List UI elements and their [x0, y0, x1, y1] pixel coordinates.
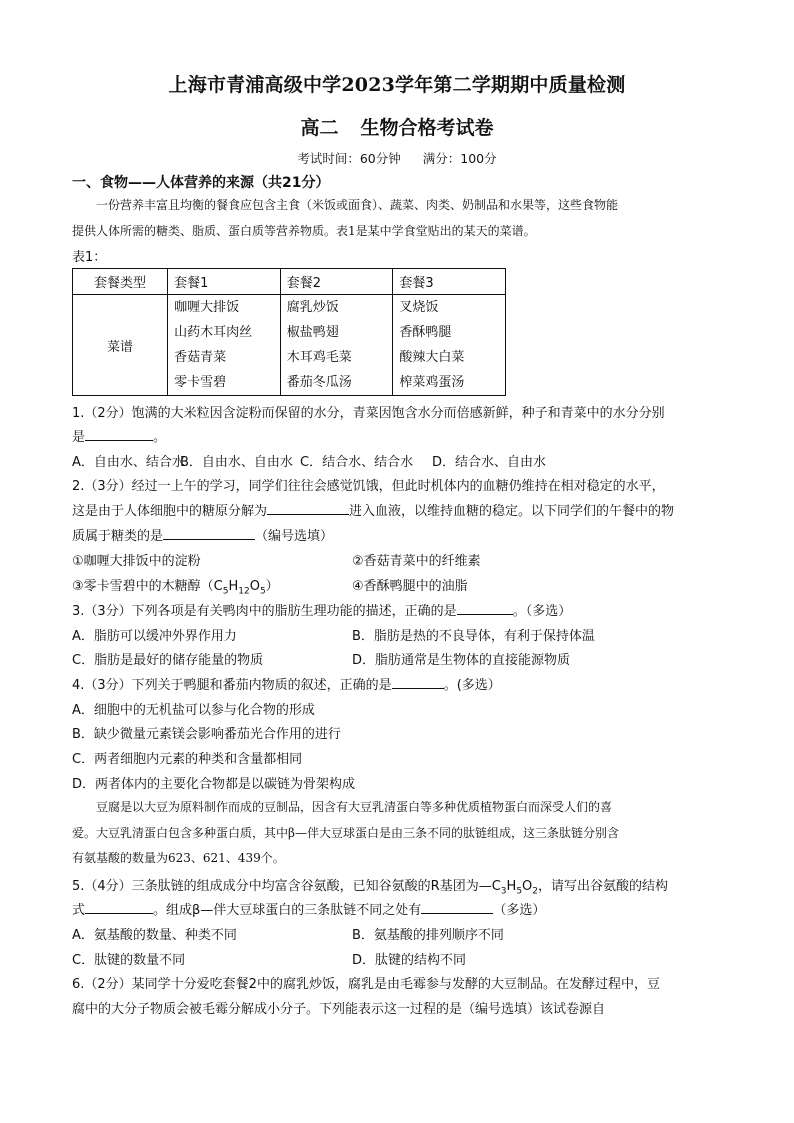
- q2-text: （编号选填）: [255, 529, 334, 544]
- answer-blank[interactable]: [85, 899, 153, 914]
- option-c[interactable]: C．脂肪是最好的储存能量的物质: [72, 653, 264, 668]
- q6-stem-line-2: 腐中的大分子物质会被毛霉分解成小分子。下列能表示这一过程的是（编号选填）该试卷源自: [72, 1002, 606, 1017]
- table-header-cell: 套餐1: [168, 269, 281, 295]
- q5-text: 式: [72, 903, 86, 918]
- formula-text: H: [228, 579, 239, 594]
- exam-title: 上海市青浦高级中学2023学年第二学期期中质量检测: [168, 74, 626, 96]
- intro-line-2: 提供人体所需的糖类、脂质、蛋白质等营养物质。表1是某中学食堂贴出的某天的菜谱。: [72, 223, 536, 238]
- option-a[interactable]: A．自由水、结合水: [72, 455, 185, 470]
- dish-item: 榨菜鸡蛋汤: [399, 375, 465, 390]
- q5-stem-line-2: [72, 899, 724, 918]
- formula-text: O: [249, 579, 260, 594]
- q2-text: 质属于糖类的是: [72, 529, 164, 544]
- menu-table: [72, 268, 506, 396]
- full-score: 满分：100分: [422, 151, 497, 166]
- choice-3[interactable]: [72, 575, 352, 597]
- option-b[interactable]: B．自由水、自由水: [180, 455, 293, 470]
- answer-blank[interactable]: [163, 525, 255, 540]
- answer-blank[interactable]: [85, 426, 153, 441]
- q2-choices-row-1: [72, 550, 724, 569]
- exam-subtitle: [0, 113, 794, 140]
- q4-text: 4.（3分）下列关于鸭腿和番茄内物质的叙述，正确的是: [72, 678, 392, 693]
- answer-blank[interactable]: [267, 500, 349, 515]
- option-d[interactable]: D．肽键的结构不同: [352, 953, 467, 968]
- q3-text: 3.（3分）下列各项是有关鸭肉中的脂肪生理功能的描述，正确的是: [72, 604, 457, 619]
- passage-line-2: 爱。大豆乳清蛋白包含多种蛋白质，其中β—伴大豆球蛋白是由三条不同的肽链组成，这三条肽链分别含: [72, 825, 619, 840]
- q5-text: 5.（4分）三条肽链的组成成分中均富含谷氨酸，已知谷氨酸的R基团为—C: [72, 879, 501, 894]
- option-c[interactable]: C．两者细胞内元素的种类和含量都相同: [72, 752, 303, 767]
- answer-blank[interactable]: [392, 674, 444, 689]
- option-d[interactable]: D．结合水、自由水: [432, 455, 547, 470]
- q2-stem-line-3: [72, 525, 724, 544]
- exam-time: 考试时间：60分钟: [297, 151, 401, 166]
- option-d[interactable]: D．两者体内的主要化合物都是以碳链为骨架构成: [72, 777, 356, 792]
- choice-2[interactable]: ②香菇青菜中的纤维素: [352, 554, 481, 569]
- subscript: 5: [516, 886, 523, 897]
- option-a[interactable]: A．细胞中的无机盐可以参与化合物的形成: [72, 703, 315, 718]
- q5-options-row-2: [72, 949, 724, 968]
- passage-line-3: 有氨基酸的数量为623、621、439个。: [72, 851, 285, 865]
- q5-text: （多选）: [493, 903, 546, 918]
- subscript: 5: [259, 586, 266, 597]
- option-a[interactable]: A．脂肪可以缓冲外界作用力: [72, 629, 237, 644]
- answer-blank[interactable]: [457, 600, 513, 615]
- answer-blank[interactable]: [421, 899, 493, 914]
- dish-item: 香酥鸭腿: [399, 325, 452, 340]
- dish-item: 香菇青菜: [174, 350, 227, 365]
- q3-options-row-1: [72, 625, 724, 644]
- q5-options-row-1: [72, 924, 724, 943]
- q5-text: H: [506, 879, 517, 894]
- option-c[interactable]: C．肽键的数量不同: [72, 953, 186, 968]
- formula-text: ③零卡雪碧中的木糖醇（C: [72, 579, 223, 594]
- choice-1[interactable]: ①咖喱大排饭中的淀粉: [72, 554, 201, 569]
- intro-paragraph: [72, 193, 722, 244]
- subscript: 5: [222, 586, 229, 597]
- menu-column-3: [393, 295, 506, 396]
- dish-item: 番茄冬瓜汤: [286, 375, 352, 390]
- q4-stem: [72, 674, 724, 693]
- passage-line-1: 豆腐是以大豆为原料制作而成的豆制品，因含有大豆乳清蛋白等多种优质植物蛋白而深受人们的喜: [96, 800, 613, 814]
- option-b[interactable]: B．氨基酸的排列顺序不同: [352, 928, 504, 943]
- q1-stem-line-1: 1.（2分）饱满的大米粒因含淀粉而保留的水分，青菜因饱含水分而倍感新鲜，种子和青菜中的水分分别: [72, 406, 665, 421]
- table-header-row: [73, 269, 506, 295]
- q5-text: O: [522, 879, 533, 894]
- dish-item: 木耳鸡毛菜: [286, 350, 352, 365]
- table-caption: 表1：: [72, 250, 107, 265]
- q3-options-row-2: [72, 649, 724, 668]
- dish-item: 零卡雪碧: [174, 375, 227, 390]
- grade-label: 高二: [300, 117, 339, 139]
- dish-item: 咖喱大排饭: [174, 300, 240, 315]
- row-label: 菜谱: [73, 295, 168, 396]
- q5-stem-line-1: [72, 875, 724, 897]
- section-heading: 一、食物——人体营养的来源（共21分）: [72, 175, 330, 191]
- q2-choices-row-2: [72, 575, 724, 597]
- table-header-cell: 套餐2: [280, 269, 393, 295]
- q4-text: 。(多选）: [443, 678, 501, 693]
- q1-text: 是: [72, 430, 86, 445]
- q1-options: [72, 451, 724, 470]
- option-a[interactable]: A．氨基酸的数量、种类不同: [72, 928, 237, 943]
- tofu-passage: [72, 795, 722, 872]
- subscript: 3: [500, 886, 507, 897]
- dish-item: 叉烧饭: [399, 300, 439, 315]
- table-row: [73, 295, 506, 396]
- subscript: 2: [532, 886, 539, 897]
- q2-text: 这是由于人体细胞中的糖原分解为: [72, 504, 268, 519]
- choice-4[interactable]: ④香酥鸭腿中的油脂: [352, 579, 468, 594]
- q5-text: ，请写出谷氨酸的结构: [538, 879, 669, 894]
- q2-stem-line-1: 2.（3分）经过一上午的学习，同学们往往会感觉饥饿，但此时机体内的血糖仍维持在相对稳定的水平，: [72, 479, 665, 494]
- formula-text: ）: [265, 579, 279, 594]
- subject-label: 生物合格考试卷: [360, 117, 494, 139]
- table-header-cell: 套餐类型: [73, 269, 168, 295]
- q3-stem: [72, 600, 724, 619]
- dish-item: 山药木耳肉丝: [174, 325, 253, 340]
- q2-stem-line-2: [72, 500, 724, 519]
- subscript: 12: [238, 586, 250, 597]
- option-c[interactable]: C．结合水、结合水: [300, 455, 414, 470]
- dish-item: 腐乳炒饭: [286, 300, 339, 315]
- option-b[interactable]: B．脂肪是热的不良导体，有利于保持体温: [352, 629, 595, 644]
- q2-text: 进入血液，以维持血糖的稳定。以下同学们的午餐中的物: [349, 504, 675, 519]
- intro-line-1: 一份营养丰富且均衡的餐食应包含主食（米饭或面食）、蔬菜、肉类、奶制品和水果等，这些食物能: [96, 198, 619, 212]
- option-b[interactable]: B．缺少微量元素镁会影响番茄光合作用的进行: [72, 727, 341, 742]
- q1-text-end: 。: [153, 430, 167, 445]
- q1-stem-line-2: [72, 426, 724, 445]
- q3-text: 。（多选）: [512, 604, 572, 619]
- table-header-cell: 套餐3: [393, 269, 506, 295]
- q6-stem-line-1: 6.（2分）某同学十分爱吃套餐2中的腐乳炒饭，腐乳是由毛霉参与发酵的大豆制品。在发酵过程中，豆: [72, 977, 660, 992]
- exam-meta: [0, 149, 794, 167]
- dish-item: 椒盐鸭翅: [286, 325, 339, 340]
- option-d[interactable]: D．脂肪通常是生物体的直接能源物质: [352, 653, 571, 668]
- menu-column-1: [168, 295, 281, 396]
- dish-item: 酸辣大白菜: [399, 350, 465, 365]
- q5-text: 。组成β—伴大豆球蛋白的三条肽链不同之处有: [153, 903, 422, 918]
- menu-column-2: [280, 295, 393, 396]
